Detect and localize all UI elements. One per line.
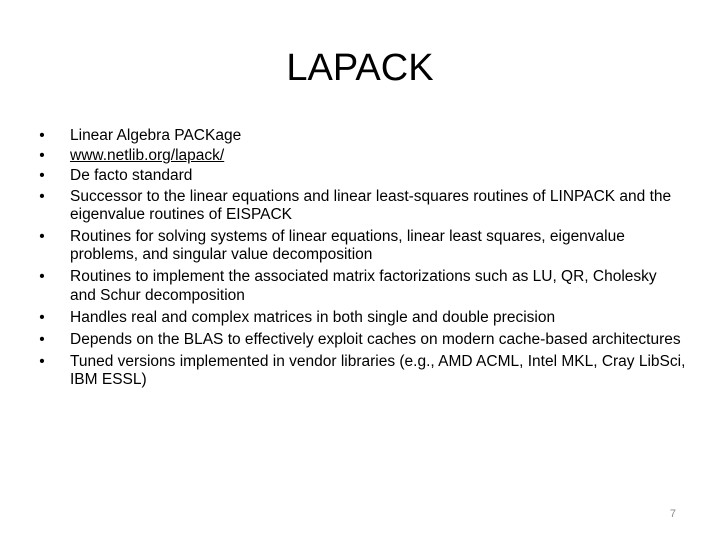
lapack-url-link[interactable]: www.netlib.org/lapack/ (70, 147, 225, 165)
bullet-icon: • (39, 331, 45, 349)
bullet-icon: • (39, 353, 45, 371)
bullet-text: Routines to implement the associated matrix factorizations such as LU, QR, Cholesky and Schur decomposition (70, 268, 657, 304)
bullet-item (36, 353, 686, 389)
bullet-icon: • (39, 228, 45, 246)
bullet-icon: • (39, 187, 45, 205)
bullet-item (36, 167, 686, 185)
bullet-icon: • (39, 127, 45, 144)
bullet-item (36, 309, 686, 327)
bullet-item (36, 331, 686, 349)
bullet-icon: • (39, 147, 45, 165)
bullet-item (36, 127, 686, 145)
bullet-text: Handles real and complex matrices in both single and double precision (70, 308, 556, 326)
bullet-text: Depends on the BLAS to effectively exploit caches on modern cache-based architectures (70, 331, 681, 349)
slide-title: LAPACK (286, 47, 434, 89)
bullet-item (36, 268, 686, 304)
page-number: 7 (669, 508, 676, 520)
bullet-item (36, 147, 686, 165)
bullet-icon: • (39, 167, 45, 185)
bullet-text: Successor to the linear equations and linear least-squares routines of LINPACK and the eigenvalue routines of EISPACK (70, 187, 672, 223)
bullet-text: Linear Algebra PACKage (70, 127, 242, 144)
bullet-text: Tuned versions implemented in vendor libraries (e.g., AMD ACML, Intel MKL, Cray LibSci, IBM ESSL) (70, 353, 686, 389)
bullet-icon: • (39, 268, 45, 286)
bullet-text: Routines for solving systems of linear equations, linear least squares, eigenvalue problems, and singular value decomposition (70, 228, 625, 264)
bullet-icon: • (39, 308, 45, 326)
bullet-text: De facto standard (70, 167, 193, 185)
bullet-item (36, 188, 686, 224)
bullet-item (36, 228, 686, 264)
bullet-list (36, 127, 686, 394)
